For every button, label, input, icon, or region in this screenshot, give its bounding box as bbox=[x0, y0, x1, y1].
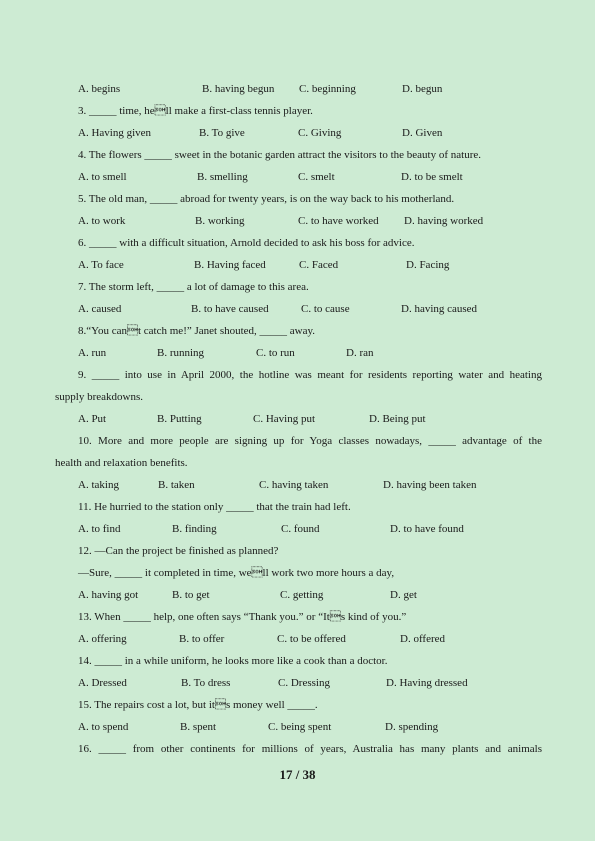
answer-option: A. to spend bbox=[78, 721, 129, 733]
question-text: 14. _____ in a while uniform, he looks more like a cook than a doctor. bbox=[78, 655, 388, 667]
answer-option: A. to smell bbox=[78, 171, 127, 183]
answer-option: B. working bbox=[195, 215, 245, 227]
answer-option: B. having begun bbox=[202, 83, 275, 95]
answer-option: C. Dressing bbox=[278, 677, 330, 689]
text-line bbox=[0, 499, 595, 515]
answer-option: A. to find bbox=[78, 523, 121, 535]
answer-option: C. to have worked bbox=[298, 215, 379, 227]
text-line bbox=[0, 433, 595, 449]
options-row bbox=[0, 587, 595, 603]
answer-option: B. Putting bbox=[157, 413, 202, 425]
options-row bbox=[0, 213, 595, 229]
answer-option: A. Dressed bbox=[78, 677, 127, 689]
answer-option: C. to cause bbox=[301, 303, 350, 315]
answer-option: B. spent bbox=[180, 721, 217, 733]
text-line bbox=[0, 697, 595, 713]
answer-option: A. run bbox=[78, 347, 107, 359]
answer-option: D. offered bbox=[400, 633, 445, 645]
answer-option: D. Having dressed bbox=[386, 677, 468, 689]
text-line bbox=[0, 191, 595, 207]
options-row bbox=[0, 257, 595, 273]
options-row bbox=[0, 631, 595, 647]
answer-option: B. To dress bbox=[181, 677, 231, 689]
answer-option: C. smelt bbox=[298, 171, 335, 183]
answer-option: B. Having faced bbox=[194, 259, 266, 271]
question-text: 11. He hurried to the station only _____ that the train had left. bbox=[78, 501, 351, 513]
answer-option: A. caused bbox=[78, 303, 122, 315]
question-text: 9. _____ into use in April 2000, the hotline was meant for residents reporting water and heating bbox=[78, 369, 542, 381]
answer-option: C. beginning bbox=[299, 83, 356, 95]
answer-option: D. Given bbox=[402, 127, 443, 139]
answer-option: B. smelling bbox=[197, 171, 248, 183]
answer-option: D. get bbox=[390, 589, 417, 601]
options-row bbox=[0, 411, 595, 427]
options-row bbox=[0, 521, 595, 537]
answer-option: C. found bbox=[281, 523, 320, 535]
text-line bbox=[0, 609, 595, 625]
answer-option: A. Having given bbox=[78, 127, 152, 139]
options-row bbox=[0, 125, 595, 141]
question-text: 16. _____ from other continents for millions of years, Australia has many plants and animals bbox=[78, 743, 542, 755]
text-line bbox=[0, 323, 595, 339]
question-text: 15. The repairs cost a lot, but its money well _____. bbox=[78, 699, 318, 711]
answer-option: C. to run bbox=[256, 347, 295, 359]
options-row bbox=[0, 719, 595, 735]
question-text: 3. _____ time, hell make a first-class tennis player. bbox=[78, 105, 313, 117]
question-text: 13. When _____ help, one often says “Thank you.” or “Its kind of you.” bbox=[78, 611, 407, 623]
answer-option: D. spending bbox=[385, 721, 439, 733]
text-line bbox=[0, 235, 595, 251]
options-row bbox=[0, 477, 595, 493]
text-line bbox=[0, 653, 595, 669]
answer-option: C. Faced bbox=[299, 259, 339, 271]
options-row bbox=[0, 81, 595, 97]
answer-option: C. being spent bbox=[268, 721, 332, 733]
answer-option: B. taken bbox=[158, 479, 195, 491]
text-line bbox=[0, 103, 595, 119]
answer-option: C. having taken bbox=[259, 479, 329, 491]
answer-option: D. Facing bbox=[406, 259, 450, 271]
answer-option: A. offering bbox=[78, 633, 127, 645]
answer-option: D. to have found bbox=[390, 523, 464, 535]
answer-option: D. to be smelt bbox=[401, 171, 463, 183]
text-line bbox=[0, 147, 595, 163]
answer-option: A. begins bbox=[78, 83, 121, 95]
answer-option: B. running bbox=[157, 347, 205, 359]
answer-option: D. Being put bbox=[369, 413, 426, 425]
question-continuation: supply breakdowns. bbox=[55, 391, 143, 403]
options-row bbox=[0, 345, 595, 361]
answer-option: B. finding bbox=[172, 523, 217, 535]
answer-option: C. Giving bbox=[298, 127, 342, 139]
question-text: 4. The flowers _____ sweet in the botanic garden attract the visitors to the beauty of nature. bbox=[78, 149, 482, 161]
text-line bbox=[0, 565, 595, 581]
options-row bbox=[0, 301, 595, 317]
answer-option: D. having worked bbox=[404, 215, 484, 227]
answer-option: A. Put bbox=[78, 413, 107, 425]
question-text: 7. The storm left, _____ a lot of damage to this area. bbox=[78, 281, 309, 293]
page-number: 17 / 38 bbox=[279, 767, 316, 782]
text-line bbox=[0, 741, 595, 757]
text-line bbox=[0, 367, 595, 383]
answer-option: C. to be offered bbox=[277, 633, 346, 645]
text-line bbox=[0, 543, 595, 559]
answer-option: B. to offer bbox=[179, 633, 225, 645]
options-row bbox=[0, 675, 595, 691]
question-text: 6. _____ with a difficult situation, Arnold decided to ask his boss for advice. bbox=[78, 237, 415, 249]
answer-option: D. begun bbox=[402, 83, 443, 95]
question-text: 8.“You cant catch me!” Janet shouted, _____ away. bbox=[78, 325, 316, 337]
answer-option: D. ran bbox=[346, 347, 374, 359]
question-text: 5. The old man, _____ abroad for twenty years, is on the way back to his motherland. bbox=[78, 193, 455, 205]
answer-option: D. having caused bbox=[401, 303, 478, 315]
text-line bbox=[0, 279, 595, 295]
answer-option: A. To face bbox=[78, 259, 124, 271]
answer-option: C. Having put bbox=[253, 413, 316, 425]
answer-option: A. taking bbox=[78, 479, 119, 491]
answer-option: B. to have caused bbox=[191, 303, 269, 315]
answer-option: A. having got bbox=[78, 589, 139, 601]
text-line bbox=[0, 389, 595, 405]
text-line bbox=[0, 455, 595, 471]
question-text: 12. —Can the project be finished as planned? bbox=[78, 545, 279, 557]
answer-option: C. getting bbox=[280, 589, 324, 601]
question-text: —Sure, _____ it completed in time, well work two more hours a day, bbox=[78, 567, 395, 579]
answer-option: B. To give bbox=[199, 127, 245, 139]
question-continuation: health and relaxation benefits. bbox=[55, 457, 188, 469]
answer-option: B. to get bbox=[172, 589, 210, 601]
answer-option: D. having been taken bbox=[383, 479, 477, 491]
question-text: 10. More and more people are signing up for Yoga classes nowadays, _____ advantage of the bbox=[78, 435, 542, 447]
options-row bbox=[0, 169, 595, 185]
answer-option: A. to work bbox=[78, 215, 126, 227]
